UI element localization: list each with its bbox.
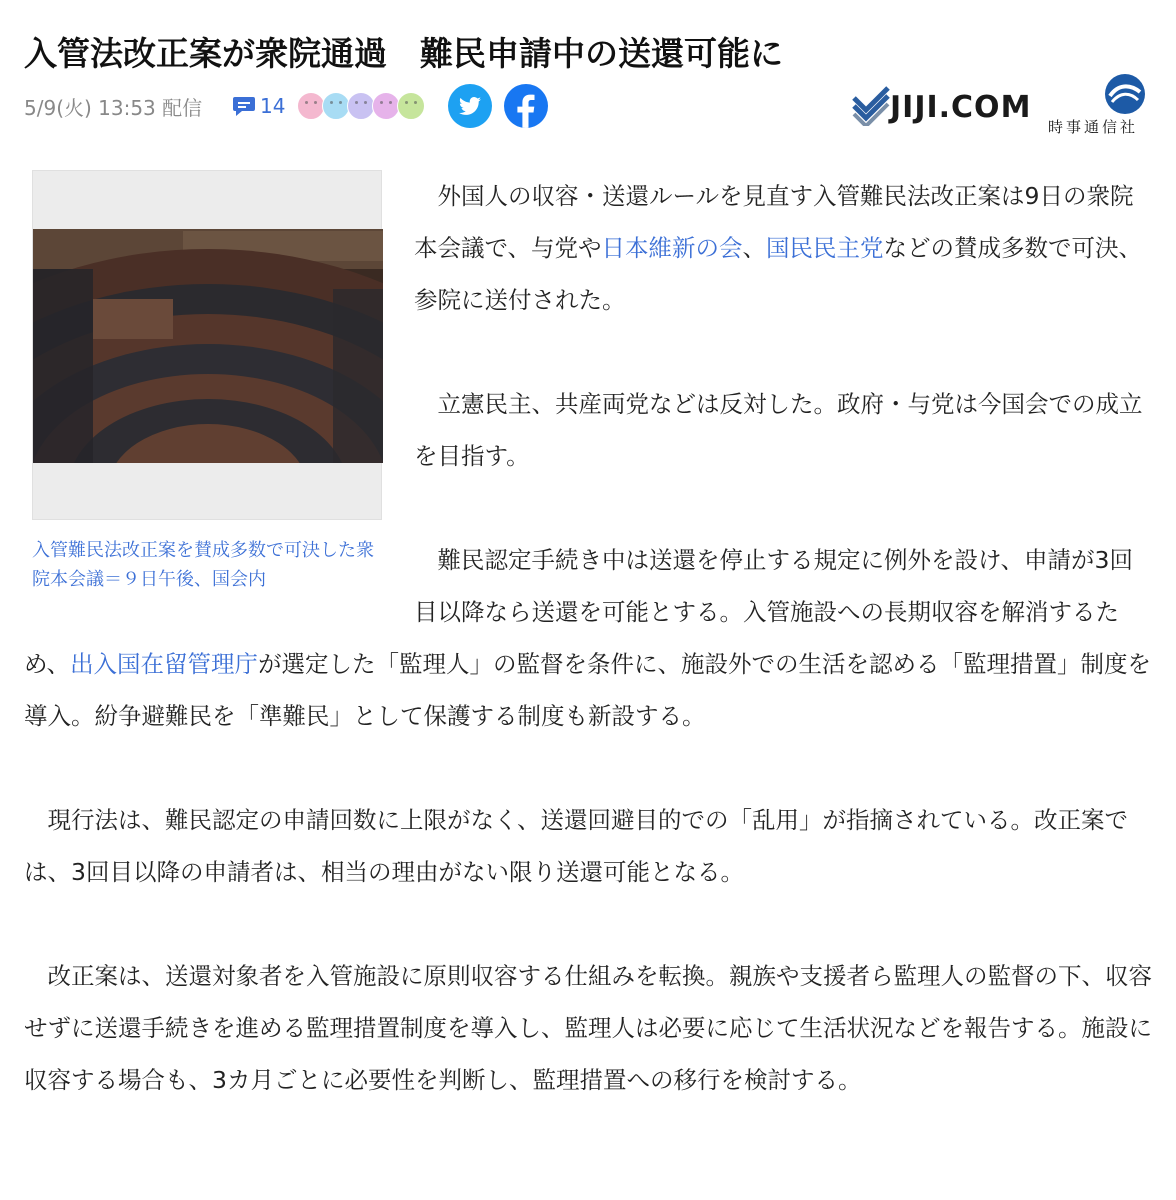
comment-icon	[232, 95, 256, 117]
paragraph-text: 立憲民主、共産両党などは反対した。政府・与党は今国会での成立を目指す。	[414, 390, 1143, 470]
reaction-face-icon	[322, 92, 350, 120]
source-logo[interactable]	[852, 72, 1152, 138]
paragraph-text: 、	[742, 234, 767, 262]
reaction-face-icon	[397, 92, 425, 120]
reaction-faces[interactable]	[300, 92, 425, 120]
article-title: 入管法改正案が衆院通過 難民申請中の送還可能に	[24, 34, 783, 74]
paragraph-text: 現行法は、難民認定の申請回数に上限がなく、送還回避目的での「乱用」が指摘されている。改正案では、3回目以降の申請者は、相当の理由がない限り送還可能となる。	[24, 806, 1129, 886]
photo-float-spacer	[24, 170, 414, 595]
link-kokumin-minshuto[interactable]: 国民民主党	[766, 234, 884, 262]
facebook-share-button[interactable]	[504, 84, 548, 128]
comment-link[interactable]	[232, 94, 285, 118]
article-paragraph	[24, 950, 1154, 1106]
comment-count: 14	[260, 94, 286, 118]
article-paragraph	[24, 794, 1154, 898]
source-logo-subtitle: 時事通信社	[1048, 118, 1139, 136]
reaction-face-icon	[347, 92, 375, 120]
paragraph-text: が選定した「監理人」の監督を条件に、施設外での生活を認める「監理措置」制度を導入。紛争避難民を「準難民」として保護する制度も新設する。	[24, 650, 1152, 730]
jiji-seal-icon	[1100, 72, 1150, 116]
article-meta	[24, 82, 1154, 136]
publish-date: 5/9(火) 13:53 配信	[24, 96, 203, 120]
paragraph-gap	[24, 742, 1154, 794]
photo-caption: 入管難民法改正案を賛成多数で可決した衆院本会議＝９日午後、国会内	[32, 540, 374, 590]
source-logo-text: JIJI.COM	[890, 90, 1032, 125]
paragraph-text: 改正案は、送還対象者を入管施設に原則収容する仕組みを転換。親族や支援者ら監理人の監督の下、収容せずに送還手続きを進める監理措置制度を導入し、監理人は必要に応じて生活状況などを報告する。施設に収容する場合も、3カ月ごとに必要性を判断し、監理措置への移行を検討する。	[24, 962, 1152, 1094]
link-immigration-agency[interactable]: 出入国在留管理庁	[70, 650, 259, 678]
twitter-share-button[interactable]	[448, 84, 492, 128]
reaction-face-icon	[372, 92, 400, 120]
facebook-icon	[504, 84, 548, 128]
jiji-logo-mark-icon	[852, 84, 892, 126]
article-body	[24, 170, 1154, 1106]
paragraph-text: 外国人の収容・送還ルールを見直す入管難民法改正案は9日の衆院本会議で、与党や	[414, 182, 1134, 262]
paragraph-gap	[24, 898, 1154, 950]
paragraph-text: などの賛成多数で可決、参院に送付された。	[414, 234, 1143, 314]
paragraph-text: 難民認定手続き中は送還を停止する規定に例外を設け、申請が3回目以降なら送還を可能とする。入管施設への長期収容を解消するため、	[24, 546, 1134, 678]
link-nippon-ishin[interactable]: 日本維新の会	[601, 234, 743, 262]
twitter-icon	[448, 84, 492, 128]
reaction-face-icon	[297, 92, 325, 120]
